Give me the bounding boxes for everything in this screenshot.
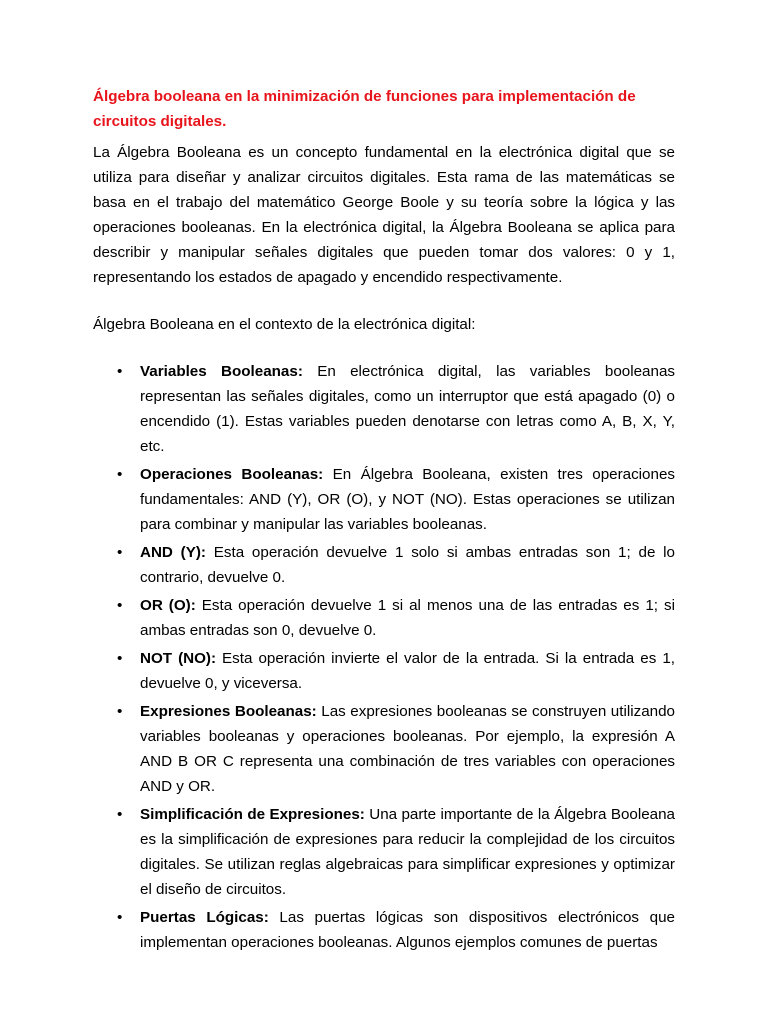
item-text: En Álgebra Booleana, existen tres operaciones fundamentales: AND (Y), OR (O), y NOT (NO). Estas operaciones se utilizan para combinar y manipular las variables booleanas. [140,466,675,533]
list-item [93,359,675,459]
item-term: Variables Booleanas: [140,363,303,380]
bullet-icon: • [117,909,123,926]
bullet-icon: • [117,466,123,483]
item-term: OR (O): [140,597,196,614]
item-text: Esta operación devuelve 1 si al menos una de las entradas es 1; si ambas entradas son 0, devuelve 0. [140,597,675,639]
item-term: NOT (NO): [140,650,217,667]
document-title: Álgebra booleana en la minimización de funciones para implementación de circuitos digitales. [93,88,636,130]
item-text: Las expresiones booleanas se construyen utilizando variables booleanas y operaciones booleanas. Por ejemplo, la expresión A AND B OR C representa una combinación de tres variables con operaciones AND y OR. [140,703,675,795]
item-text: Las puertas lógicas son dispositivos electrónicos que implementan operaciones booleanas. Algunos ejemplos comunes de puertas [140,909,675,951]
document-page [93,84,675,958]
bullet-icon: • [117,544,123,561]
bullet-icon: • [117,597,123,614]
item-term: AND (Y): [140,544,206,561]
item-text: En electrónica digital, las variables booleanas representan las señales digitales, como un interruptor que está apagado (0) o encendido (1). Estas variables pueden denotarse con letras como A, B, X, Y, etc. [140,363,675,455]
list-item [93,646,675,696]
bullet-list [93,359,675,955]
list-item [93,593,675,643]
item-term: Operaciones Booleanas: [140,466,324,483]
bullet-icon: • [117,806,123,823]
bullet-icon: • [117,363,123,380]
list-item [93,699,675,799]
bullet-icon: • [117,703,123,720]
bullet-icon: • [117,650,123,667]
item-term: Simplificación de Expresiones: [140,806,365,823]
item-text: Una parte importante de la Álgebra Booleana es la simplificación de expresiones para reducir la complejidad de los circuitos digitales. Se utilizan reglas algebraicas para simplificar expresiones y optimizar el diseño de circuitos. [140,806,676,898]
list-item [93,905,675,955]
list-item [93,802,675,902]
item-term: Expresiones Booleanas: [140,703,317,720]
item-text: Esta operación devuelve 1 solo si ambas entradas son 1; de lo contrario, devuelve 0. [140,544,675,586]
list-item [93,540,675,590]
intro-paragraph: La Álgebra Booleana es un concepto fundamental en la electrónica digital que se utiliza para diseñar y analizar circuitos digitales. Esta rama de las matemáticas se basa en el trabajo del matemático George Boole y su teoría sobre la lógica y las operaciones booleanas. En la electrónica digital, la Álgebra Booleana se aplica para describir y manipular señales digitales que pueden tomar dos valores: 0 y 1, representando los estados de apagado y encendido respectivamente. [93,144,675,286]
list-item [93,462,675,537]
item-term: Puertas Lógicas: [140,909,269,926]
item-text: Esta operación invierte el valor de la entrada. Si la entrada es 1, devuelve 0, y viceversa. [140,650,675,692]
lead-paragraph: Álgebra Booleana en el contexto de la electrónica digital: [93,316,476,333]
